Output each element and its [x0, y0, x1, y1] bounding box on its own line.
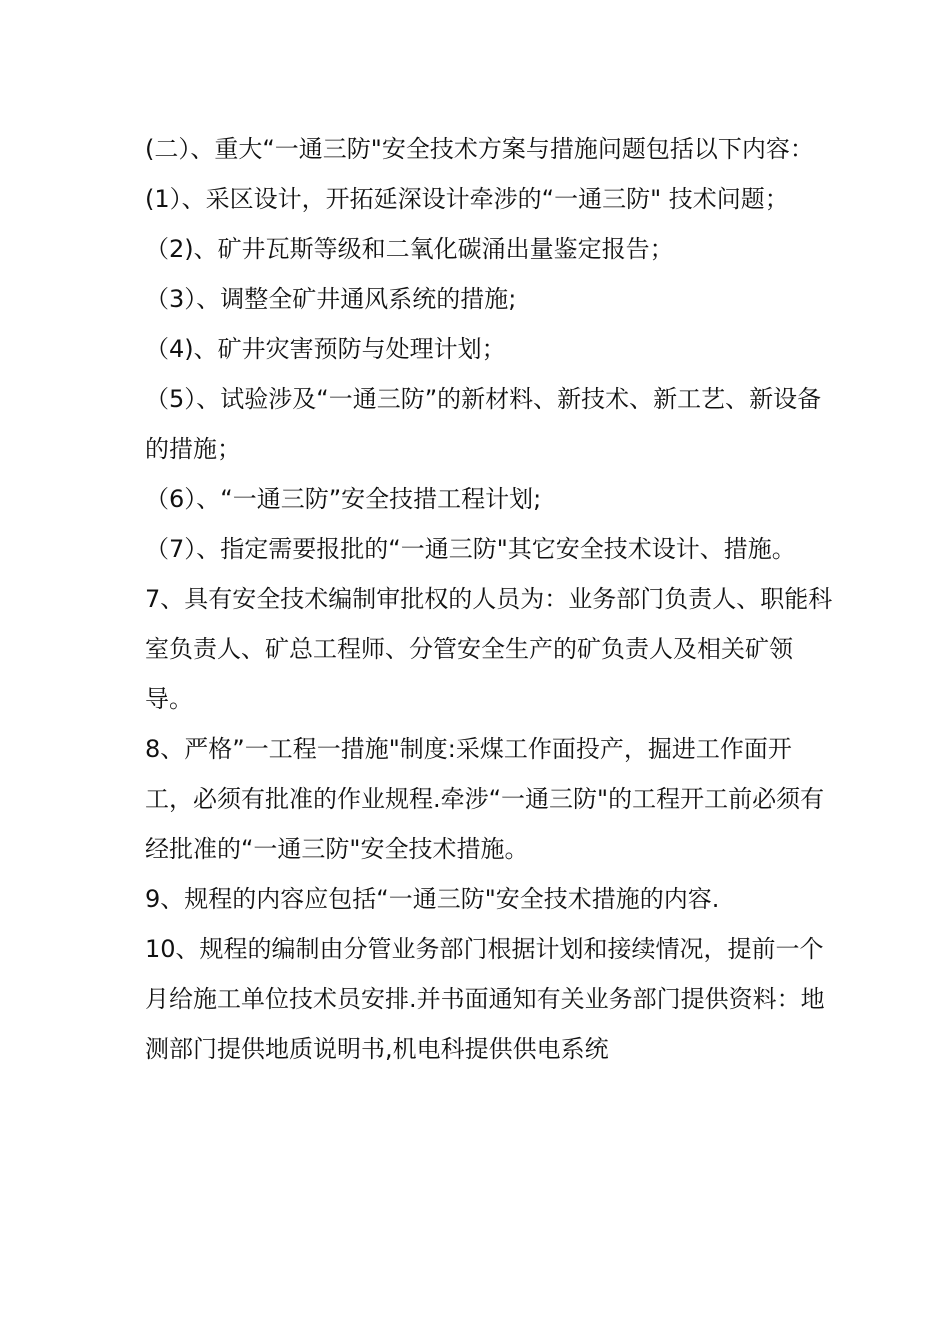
paragraph-section-10: 10、规程的编制由分管业务部门根据计划和接续情况，提前一个月给施工单位技术员安排.并书面通知有关业务部门提供资料：地测部门提供地质说明书,机电科提供供电系统: [145, 935, 825, 1063]
paragraph-major-issues-heading: (二）、重大“一通三防"安全技术方案与措施问题包括以下内容：: [145, 135, 814, 163]
paragraph-item-3: （3）、调整全矿井通风系统的措施;: [145, 285, 517, 313]
document-body: [145, 124, 835, 1074]
paragraph-item-4: （4)、矿井灾害预防与处理计划；: [145, 335, 506, 363]
paragraph-section-8: 8、严格”一工程一措施"制度:采煤工作面投产，掘进工作面开工，必须有批准的作业规程.牵涉“一通三防"的工程开工前必须有经批准的“一通三防"安全技术措施。: [145, 735, 825, 863]
paragraph-item-7: （7）、指定需要报批的“一通三防"其它安全技术设计、措施。: [145, 535, 796, 563]
paragraph-section-9: 9、规程的内容应包括“一通三防"安全技术措施的内容.: [145, 885, 720, 913]
paragraph-item-6: （6）、“一通三防”安全技措工程计划;: [145, 485, 542, 513]
paragraph-item-2: （2)、矿井瓦斯等级和二氧化碳涌出量鉴定报告；: [145, 235, 674, 263]
paragraph-item-1: (1）、采区设计，开拓延深设计牵涉的“一通三防" 技术问题；: [145, 185, 789, 213]
paragraph-item-5: （5）、试验涉及“一通三防”的新材料、新技术、新工艺、新设备的措施；: [145, 385, 822, 463]
paragraph-section-7: 7、具有安全技术编制审批权的人员为：业务部门负责人、职能科室负责人、矿总工程师、分管安全生产的矿负责人及相关矿领导。: [145, 585, 833, 713]
